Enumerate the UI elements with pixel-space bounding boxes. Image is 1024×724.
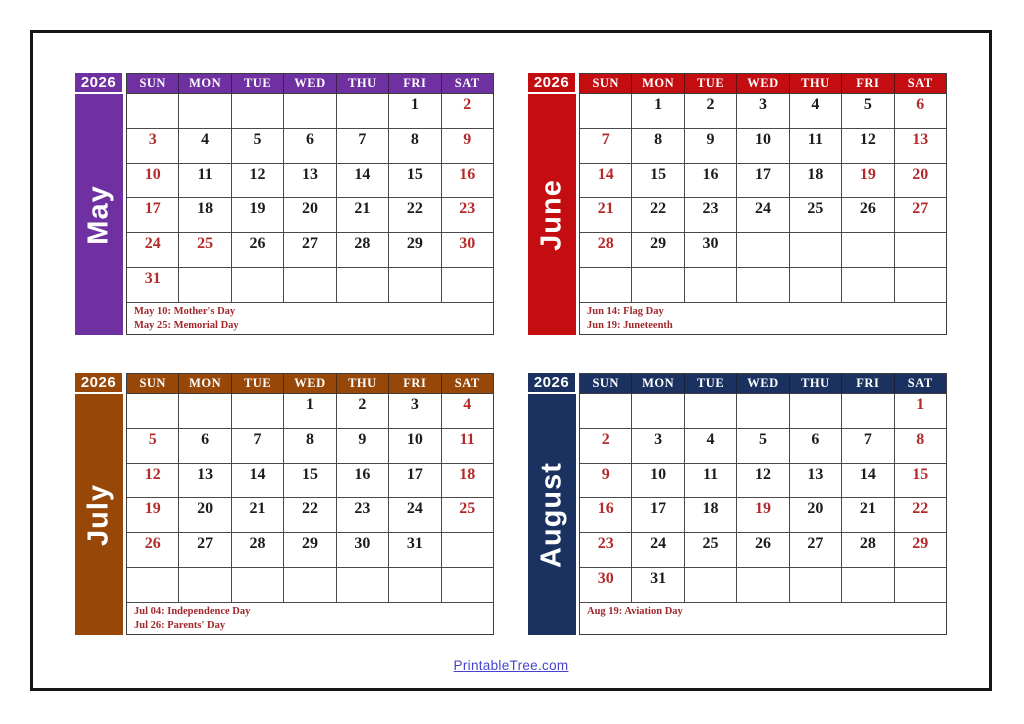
date-cell: 12: [737, 464, 789, 499]
date-cell: 16: [580, 498, 632, 533]
day-header-cell: THU: [337, 74, 389, 93]
calendar-july: [75, 373, 494, 635]
holiday-note-line: May 10: Mother's Day: [134, 306, 236, 317]
week-row: [580, 198, 946, 233]
date-cell: 4: [790, 94, 842, 129]
date-cell: 22: [632, 198, 684, 233]
holiday-notes: [580, 303, 946, 334]
date-cell: 17: [127, 198, 179, 233]
date-cell: 11: [685, 464, 737, 499]
date-cell: 1: [284, 394, 336, 429]
footer-link[interactable]: PrintableTree.com: [453, 658, 569, 673]
page-frame: [30, 30, 992, 691]
date-cell: 13: [790, 464, 842, 499]
date-cell: 16: [337, 464, 389, 499]
calendar-grid: [126, 373, 494, 635]
date-cell: 31: [127, 268, 179, 303]
date-cell: 12: [842, 129, 894, 164]
date-cell: 15: [389, 164, 441, 199]
date-cell: [790, 394, 842, 429]
date-cell: 26: [232, 233, 284, 268]
week-row: [580, 268, 946, 303]
date-grid: [127, 394, 493, 603]
week-row: [127, 94, 493, 129]
week-row: [127, 164, 493, 199]
date-cell: 3: [632, 429, 684, 464]
holiday-note-line: Aug 19: Aviation Day: [587, 606, 683, 617]
date-cell: [179, 394, 231, 429]
date-cell: 22: [895, 498, 946, 533]
date-cell: 21: [842, 498, 894, 533]
day-header-cell: FRI: [389, 374, 441, 393]
holiday-notes: [580, 603, 946, 634]
date-cell: [337, 568, 389, 603]
day-header-cell: WED: [737, 74, 789, 93]
week-row: [127, 464, 493, 499]
date-cell: [580, 394, 632, 429]
date-cell: 19: [737, 498, 789, 533]
date-cell: [232, 394, 284, 429]
day-header-cell: SAT: [907, 376, 933, 390]
date-cell: 3: [737, 94, 789, 129]
date-cell: 7: [232, 429, 284, 464]
date-cell: 13: [284, 164, 336, 199]
day-header-cell: SUN: [580, 374, 632, 393]
day-header-cell: SAT: [454, 76, 480, 90]
day-header-cell: TUE: [685, 374, 737, 393]
date-cell: 10: [127, 164, 179, 199]
calendar-august: [528, 373, 947, 635]
date-cell: 2: [580, 429, 632, 464]
date-cell: 4: [442, 394, 493, 429]
date-cell: 26: [737, 533, 789, 568]
date-cell: [737, 568, 789, 603]
date-cell: [284, 268, 336, 303]
date-cell: 19: [842, 164, 894, 199]
day-header-cell: THU: [790, 74, 842, 93]
holiday-note-line: Jun 19: Juneteenth: [587, 320, 673, 332]
week-row: [580, 394, 946, 429]
week-row: [580, 233, 946, 268]
week-row: [580, 533, 946, 568]
date-cell: 21: [337, 198, 389, 233]
date-cell: [232, 94, 284, 129]
date-cell: 12: [127, 464, 179, 499]
date-cell: 29: [895, 533, 946, 568]
date-cell: [842, 268, 894, 303]
date-cell: 24: [127, 233, 179, 268]
holiday-note-line: Jul 04: Independence Day: [134, 606, 251, 617]
date-cell: 29: [389, 233, 441, 268]
date-cell: [442, 268, 493, 303]
date-cell: [737, 268, 789, 303]
date-cell: [337, 94, 389, 129]
date-cell: 1: [389, 94, 441, 129]
date-cell: 14: [232, 464, 284, 499]
day-header-cell: WED: [737, 374, 789, 393]
date-cell: [632, 394, 684, 429]
date-cell: [895, 568, 946, 603]
date-cell: [389, 268, 441, 303]
calendar-june: [528, 73, 947, 335]
date-cell: 23: [685, 198, 737, 233]
date-cell: 27: [179, 533, 231, 568]
day-header-row: [127, 374, 493, 394]
date-cell: 6: [790, 429, 842, 464]
week-row: [127, 198, 493, 233]
day-header-cell: WED: [284, 374, 336, 393]
day-header-cell: FRI: [389, 74, 441, 93]
calendars-container: [33, 73, 989, 635]
date-cell: 29: [284, 533, 336, 568]
week-row: [127, 394, 493, 429]
date-cell: 10: [389, 429, 441, 464]
date-cell: [179, 268, 231, 303]
date-cell: [842, 568, 894, 603]
calendar-sidebar: [528, 73, 576, 335]
date-cell: 28: [580, 233, 632, 268]
date-cell: 7: [842, 429, 894, 464]
date-cell: 1: [895, 394, 946, 429]
date-cell: 8: [895, 429, 946, 464]
calendar-sidebar: [75, 373, 123, 635]
date-cell: 27: [790, 533, 842, 568]
date-cell: 14: [337, 164, 389, 199]
day-header-cell: SUN: [127, 374, 179, 393]
month-label: [75, 394, 123, 635]
date-cell: [389, 568, 441, 603]
date-cell: 27: [895, 198, 946, 233]
week-row: [127, 268, 493, 303]
date-cell: 13: [179, 464, 231, 499]
day-header-cell: SUN: [127, 74, 179, 93]
holiday-note-line: Jul 26: Parents' Day: [134, 620, 226, 632]
date-grid: [580, 94, 946, 303]
date-cell: [685, 568, 737, 603]
week-row: [580, 464, 946, 499]
date-cell: 25: [685, 533, 737, 568]
date-cell: [842, 394, 894, 429]
week-row: [580, 498, 946, 533]
week-row: [580, 94, 946, 129]
date-cell: 17: [737, 164, 789, 199]
day-header-row: [580, 74, 946, 94]
date-cell: 14: [842, 464, 894, 499]
calendar-grid: [126, 73, 494, 335]
date-cell: 14: [580, 164, 632, 199]
calendar-may: [75, 73, 494, 335]
date-cell: [337, 268, 389, 303]
month-label: [528, 394, 576, 635]
date-cell: 10: [632, 464, 684, 499]
date-cell: [442, 568, 493, 603]
date-cell: 15: [284, 464, 336, 499]
date-cell: 2: [685, 94, 737, 129]
date-cell: 19: [232, 198, 284, 233]
date-cell: 20: [895, 164, 946, 199]
month-label-text: August: [535, 461, 568, 568]
day-header-cell: TUE: [685, 74, 737, 93]
date-cell: 25: [179, 233, 231, 268]
date-cell: [127, 394, 179, 429]
month-label: [75, 94, 123, 335]
date-cell: [790, 268, 842, 303]
date-cell: 21: [232, 498, 284, 533]
date-cell: [737, 233, 789, 268]
date-cell: [790, 233, 842, 268]
date-cell: 9: [685, 129, 737, 164]
day-header-row: [580, 374, 946, 394]
date-cell: [632, 268, 684, 303]
date-cell: 22: [389, 198, 441, 233]
date-cell: 21: [580, 198, 632, 233]
date-cell: 24: [737, 198, 789, 233]
date-cell: 13: [895, 129, 946, 164]
day-header-cell: SUN: [580, 74, 632, 93]
date-cell: [842, 233, 894, 268]
week-row: [127, 568, 493, 603]
date-cell: 9: [442, 129, 493, 164]
date-cell: 15: [895, 464, 946, 499]
date-cell: 31: [632, 568, 684, 603]
date-cell: 16: [685, 164, 737, 199]
date-cell: 24: [389, 498, 441, 533]
date-cell: 20: [284, 198, 336, 233]
date-cell: 25: [790, 198, 842, 233]
date-cell: 17: [632, 498, 684, 533]
date-cell: [790, 568, 842, 603]
date-cell: 24: [632, 533, 684, 568]
day-header-cell: MON: [632, 74, 684, 93]
date-cell: 22: [284, 498, 336, 533]
date-cell: [179, 94, 231, 129]
day-header-cell: THU: [337, 374, 389, 393]
date-cell: 8: [632, 129, 684, 164]
date-cell: 18: [179, 198, 231, 233]
day-header-cell: MON: [632, 374, 684, 393]
date-cell: 30: [580, 568, 632, 603]
week-row: [127, 533, 493, 568]
date-cell: 23: [580, 533, 632, 568]
date-cell: 5: [737, 429, 789, 464]
month-label-text: May: [82, 184, 115, 245]
date-cell: [232, 268, 284, 303]
day-header-cell: FRI: [842, 374, 894, 393]
date-cell: [127, 94, 179, 129]
date-grid: [127, 94, 493, 303]
day-header-cell: SAT: [454, 376, 480, 390]
date-cell: 6: [284, 129, 336, 164]
date-cell: 11: [790, 129, 842, 164]
date-cell: 23: [442, 198, 493, 233]
date-cell: 8: [284, 429, 336, 464]
date-cell: [232, 568, 284, 603]
week-row: [127, 129, 493, 164]
date-cell: [127, 568, 179, 603]
month-label-text: July: [82, 483, 115, 546]
year-label: 2026: [75, 373, 123, 394]
date-cell: [580, 268, 632, 303]
holiday-note-line: Jun 14: Flag Day: [587, 306, 664, 317]
calendar-grid: [579, 73, 947, 335]
date-cell: 18: [685, 498, 737, 533]
date-cell: 7: [580, 129, 632, 164]
date-cell: 26: [842, 198, 894, 233]
day-header-cell: TUE: [232, 74, 284, 93]
week-row: [127, 429, 493, 464]
year-label: 2026: [75, 73, 123, 94]
date-cell: 3: [389, 394, 441, 429]
date-cell: 11: [442, 429, 493, 464]
week-row: [580, 164, 946, 199]
footer: [33, 657, 989, 675]
date-cell: 31: [389, 533, 441, 568]
date-cell: 30: [337, 533, 389, 568]
date-cell: [737, 394, 789, 429]
date-cell: 20: [790, 498, 842, 533]
date-cell: [895, 268, 946, 303]
week-row: [127, 233, 493, 268]
date-cell: 4: [179, 129, 231, 164]
date-cell: [179, 568, 231, 603]
date-cell: 18: [790, 164, 842, 199]
date-cell: 1: [632, 94, 684, 129]
date-cell: 30: [442, 233, 493, 268]
holiday-notes: [127, 303, 493, 334]
week-row: [127, 498, 493, 533]
date-cell: 28: [337, 233, 389, 268]
date-cell: 28: [842, 533, 894, 568]
date-cell: [580, 94, 632, 129]
date-cell: 15: [632, 164, 684, 199]
date-cell: 18: [442, 464, 493, 499]
date-cell: 28: [232, 533, 284, 568]
date-cell: 6: [895, 94, 946, 129]
date-cell: [685, 268, 737, 303]
date-cell: 25: [442, 498, 493, 533]
date-cell: 29: [632, 233, 684, 268]
date-cell: 7: [337, 129, 389, 164]
year-label: 2026: [528, 373, 576, 394]
date-cell: 12: [232, 164, 284, 199]
date-cell: 23: [337, 498, 389, 533]
date-cell: 17: [389, 464, 441, 499]
calendar-grid: [579, 373, 947, 635]
day-header-cell: SAT: [907, 76, 933, 90]
date-cell: 5: [232, 129, 284, 164]
date-cell: 8: [389, 129, 441, 164]
date-cell: 9: [337, 429, 389, 464]
date-cell: 30: [685, 233, 737, 268]
holiday-notes: [127, 603, 493, 634]
calendar-sidebar: [528, 373, 576, 635]
date-cell: [284, 568, 336, 603]
date-cell: 2: [337, 394, 389, 429]
day-header-cell: WED: [284, 74, 336, 93]
date-cell: 20: [179, 498, 231, 533]
date-cell: [895, 233, 946, 268]
date-cell: 2: [442, 94, 493, 129]
day-header-row: [127, 74, 493, 94]
month-label-text: June: [535, 178, 568, 251]
date-cell: 26: [127, 533, 179, 568]
date-grid: [580, 394, 946, 603]
date-cell: 4: [685, 429, 737, 464]
date-cell: 5: [842, 94, 894, 129]
week-row: [580, 429, 946, 464]
date-cell: 3: [127, 129, 179, 164]
day-header-cell: FRI: [842, 74, 894, 93]
date-cell: 16: [442, 164, 493, 199]
date-cell: 9: [580, 464, 632, 499]
date-cell: [284, 94, 336, 129]
day-header-cell: MON: [179, 74, 231, 93]
date-cell: 10: [737, 129, 789, 164]
week-row: [580, 129, 946, 164]
date-cell: 27: [284, 233, 336, 268]
date-cell: 19: [127, 498, 179, 533]
day-header-cell: THU: [790, 374, 842, 393]
day-header-cell: MON: [179, 374, 231, 393]
week-row: [580, 568, 946, 603]
day-header-cell: TUE: [232, 374, 284, 393]
calendar-sidebar: [75, 73, 123, 335]
date-cell: 5: [127, 429, 179, 464]
month-label: [528, 94, 576, 335]
date-cell: 11: [179, 164, 231, 199]
year-label: 2026: [528, 73, 576, 94]
date-cell: [685, 394, 737, 429]
date-cell: 6: [179, 429, 231, 464]
date-cell: [442, 533, 493, 568]
holiday-note-line: May 25: Memorial Day: [134, 320, 239, 332]
